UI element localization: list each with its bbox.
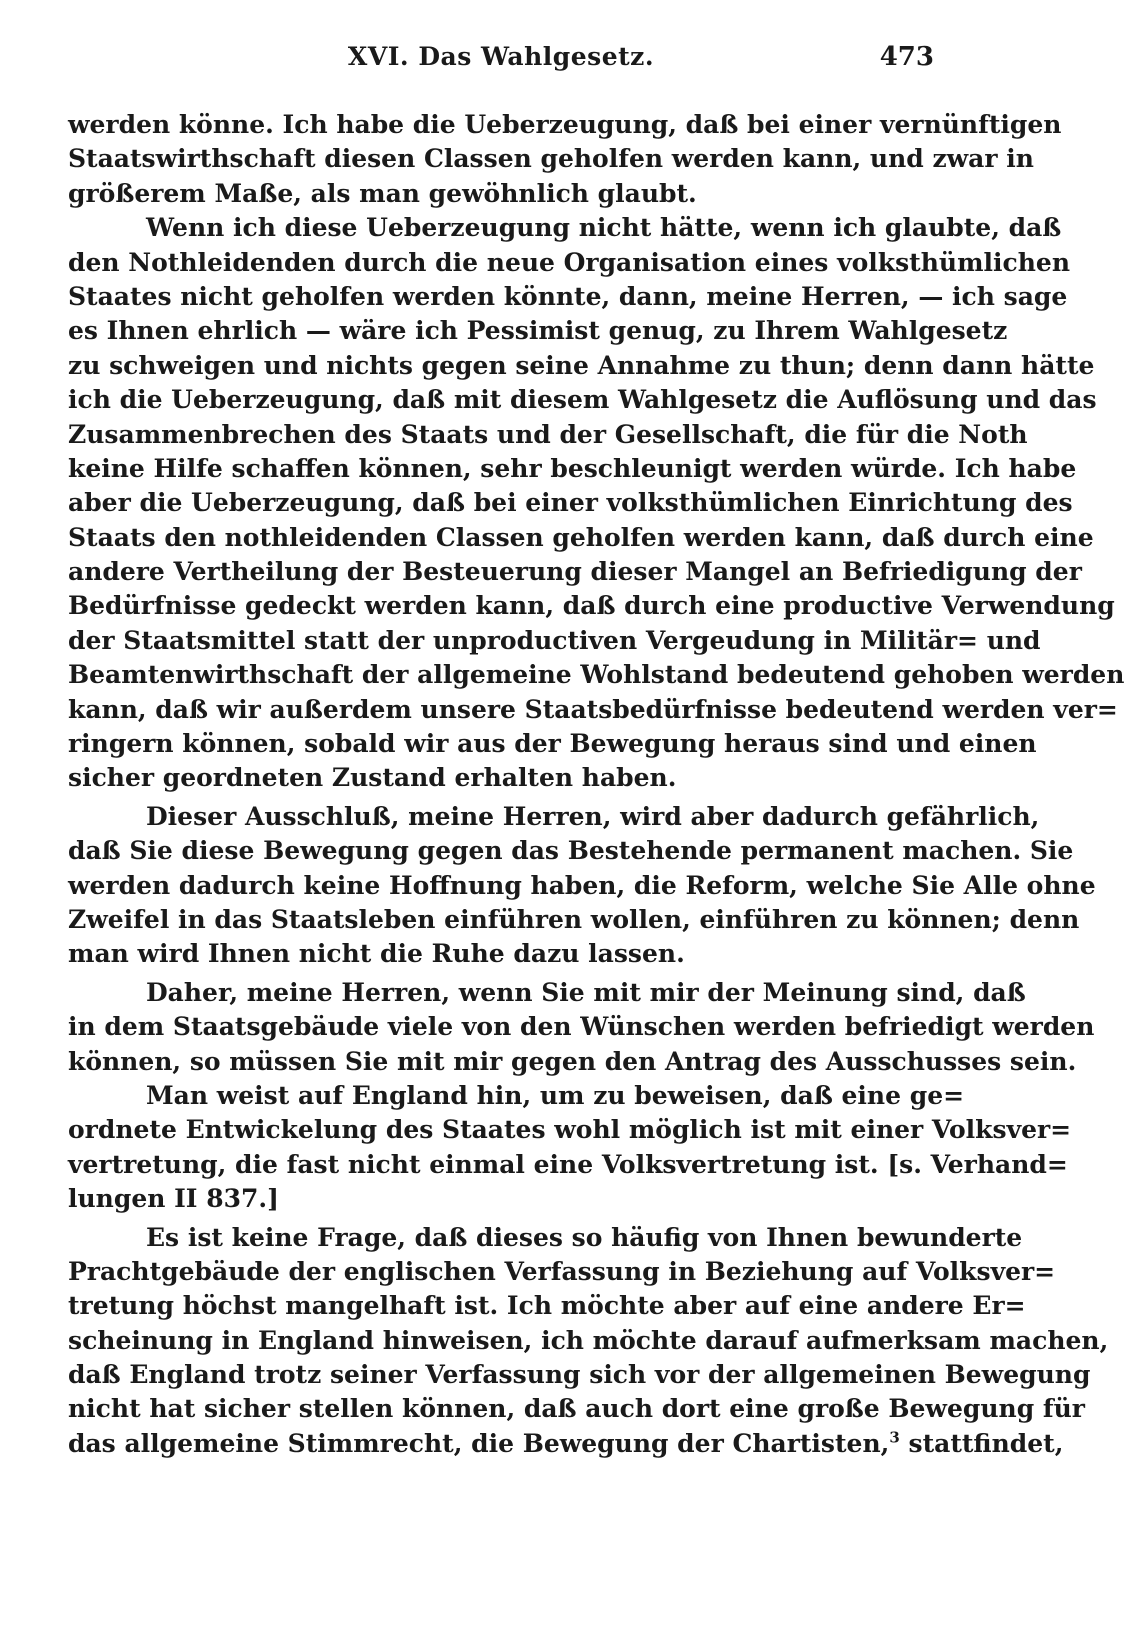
text-line: können, so müssen Sie mit mir gegen den Antrag des Ausschusses sein. — [68, 1046, 1077, 1076]
text-line: werden dadurch keine Hoffnung haben, die Reform, welche Sie Alle ohne — [68, 870, 1096, 900]
text-line: ringern können, sobald wir aus der Bewegung heraus sind und einen — [68, 729, 1037, 759]
text-line: man wird Ihnen nicht die Ruhe dazu lassen. — [68, 939, 685, 969]
text-line: Bedürfnisse gedeckt werden kann, daß durch eine productive Verwendung — [68, 591, 1115, 621]
page-header — [68, 42, 934, 82]
text-line: Zusammenbrechen des Staats und der Gesellschaft, die für die Noth — [68, 419, 1028, 449]
text-line: Es ist keine Frage, daß dieses so häufig von Ihnen bewunderte — [146, 1222, 1023, 1252]
text-line: ordnete Entwickelung des Staates wohl möglich ist mit einer Volksver= — [68, 1115, 1072, 1145]
text-line: der Staatsmittel statt der unproductiven Vergeudung in Militär= und — [68, 625, 1041, 655]
text-line: Staatswirthschaft diesen Classen geholfen werden kann, und zwar in — [68, 144, 1034, 174]
text-line: vertretung, die fast nicht einmal eine Volksvertretung ist. [s. Verhand= — [68, 1149, 1068, 1179]
footnote-marker: 3 — [889, 1428, 900, 1447]
text-line: ich die Ueberzeugung, daß mit diesem Wahlgesetz die Auflösung und das — [68, 385, 1097, 415]
text-line: sicher geordneten Zustand erhalten haben. — [68, 763, 677, 793]
text-line: größerem Maße, als man gewöhnlich glaubt. — [68, 178, 697, 208]
text-line: tretung höchst mangelhaft ist. Ich möchte aber auf eine andere Er= — [68, 1291, 1026, 1321]
running-head: XVI. Das Wahlgesetz. — [347, 42, 655, 71]
text-line: zu schweigen und nichts gegen seine Annahme zu thun; denn dann hätte — [68, 350, 1095, 380]
text-line: kann, daß wir außerdem unsere Staatsbedürfnisse bedeutend werden ver= — [68, 694, 1118, 724]
text-line: andere Vertheilung der Besteuerung dieser Mangel an Befriedigung der — [68, 557, 1082, 587]
text-line: Prachtgebäude der englischen Verfassung in Beziehung auf Volksver= — [68, 1256, 1056, 1286]
text-line: Daher, meine Herren, wenn Sie mit mir der Meinung sind, daß — [146, 977, 1026, 1007]
text-line-part: stattfindet, — [908, 1428, 1064, 1458]
text-line: Dieser Ausschluß, meine Herren, wird aber dadurch gefährlich, — [146, 801, 1040, 831]
body-text — [68, 108, 1124, 1461]
text-line: Staates nicht geholfen werden könnte, dann, meine Herren, — ich sage — [68, 281, 1068, 311]
text-line-part: das allgemeine Stimmrecht, die Bewegung der Chartisten, — [68, 1428, 890, 1458]
text-line: Staats den nothleidenden Classen geholfen werden kann, daß durch eine — [68, 522, 1094, 552]
text-line: nicht hat sicher stellen können, daß auch dort eine große Bewegung für — [68, 1394, 1085, 1424]
text-line: werden könne. Ich habe die Ueberzeugung, daß bei einer vernünftigen — [68, 110, 1062, 139]
text-line: scheinung in England hinweisen, ich möchte darauf aufmerksam machen, — [68, 1325, 1109, 1355]
text-line: Beamtenwirthschaft der allgemeine Wohlstand bedeutend gehoben werden — [68, 660, 1124, 690]
text-line: aber die Ueberzeugung, daß bei einer volksthümlichen Einrichtung des — [68, 488, 1073, 518]
page-number: 473 — [879, 42, 934, 72]
text-line: den Nothleidenden durch die neue Organisation eines volksthümlichen — [68, 247, 1070, 277]
text-line: Man weist auf England hin, um zu beweisen, daß eine ge= — [146, 1080, 965, 1110]
text-line: daß Sie diese Bewegung gegen das Bestehende permanent machen. Sie — [68, 836, 1074, 866]
text-line: lungen II 837.] — [68, 1184, 279, 1214]
text-line: keine Hilfe schaffen können, sehr beschleunigt werden würde. Ich habe — [68, 453, 1077, 483]
text-line: daß England trotz seiner Verfassung sich vor der allgemeinen Bewegung — [68, 1360, 1091, 1390]
text-line: es Ihnen ehrlich — wäre ich Pessimist genug, zu Ihrem Wahlgesetz — [68, 316, 1008, 346]
text-line: Wenn ich diese Ueberzeugung nicht hätte, wenn ich glaubte, daß — [146, 213, 1062, 243]
text-line: in dem Staatsgebäude viele von den Wünschen werden befriedigt werden — [68, 1012, 1095, 1042]
text-line-with-footnote — [68, 1427, 1064, 1461]
text-line: Zweifel in das Staatsleben einführen wollen, einführen zu können; denn — [68, 904, 1080, 934]
